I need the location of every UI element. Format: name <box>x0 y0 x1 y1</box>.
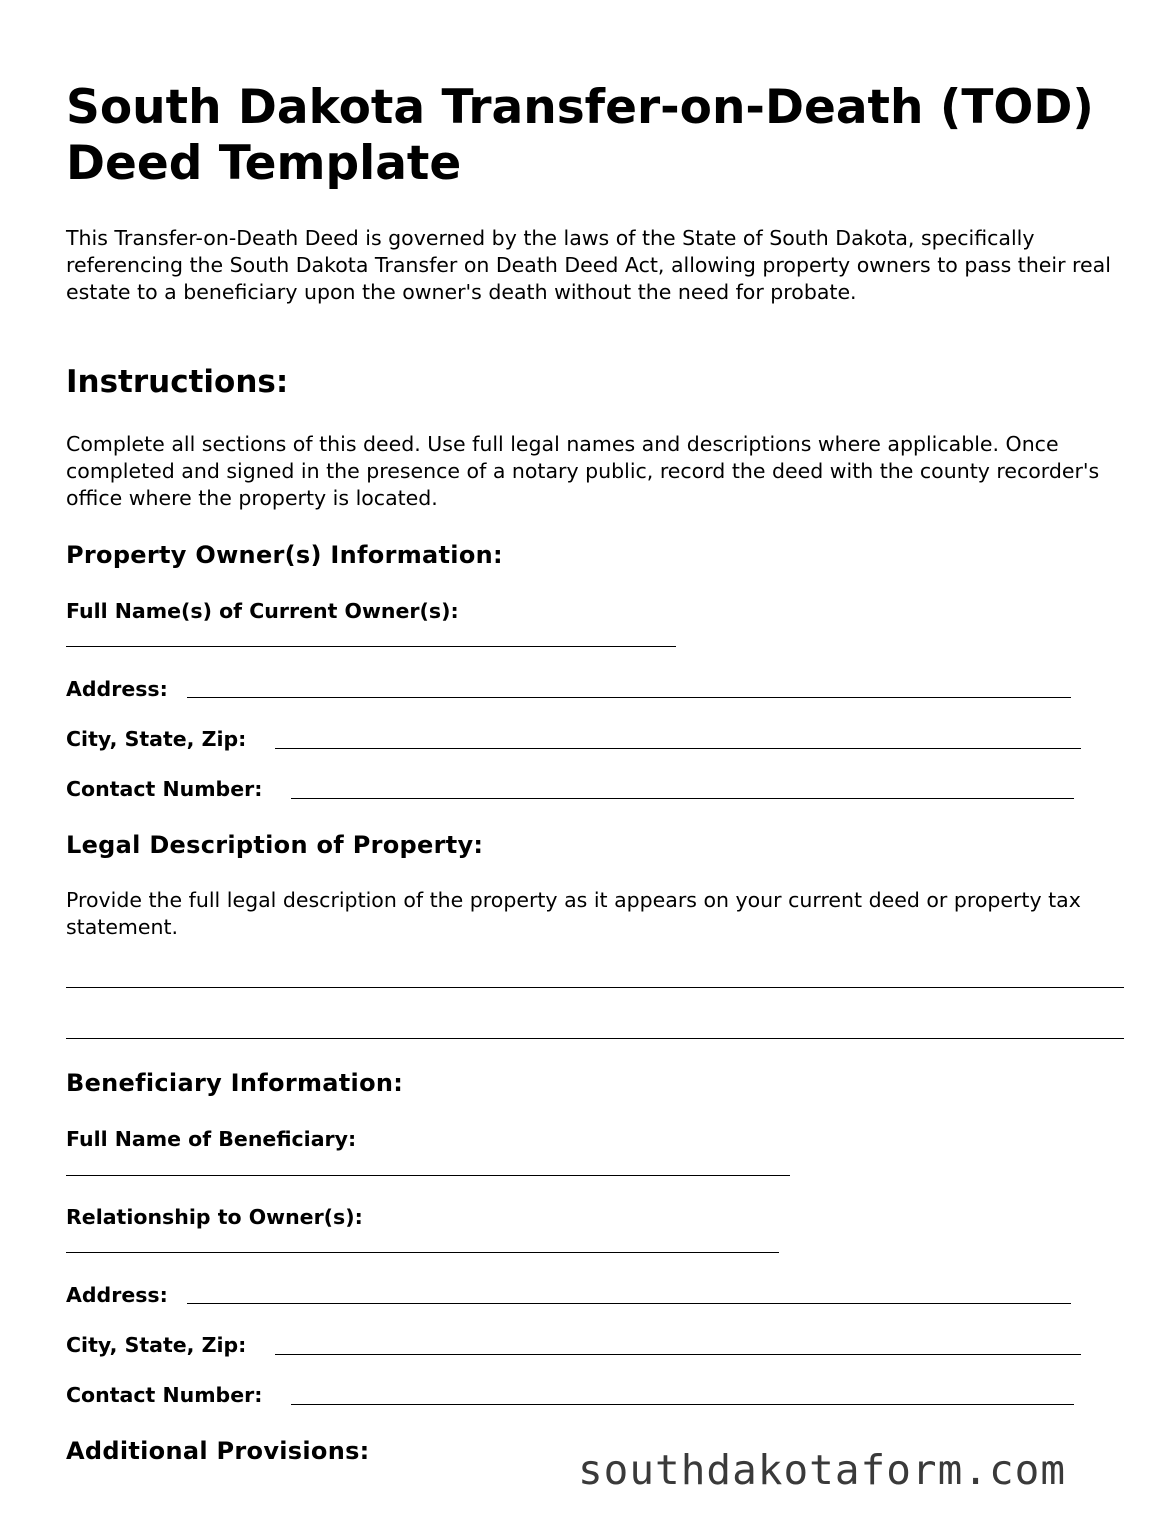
beneficiary-contact-field[interactable] <box>291 1404 1074 1405</box>
page-title: South Dakota Transfer-on-Death (TOD) Deed Template <box>66 80 1094 191</box>
legal-description-line-1[interactable] <box>66 987 1124 988</box>
beneficiary-address-label: Address: <box>66 1283 168 1307</box>
beneficiary-section-heading: Beneficiary Information: <box>66 1069 404 1097</box>
owner-full-name-label: Full Name(s) of Current Owner(s): <box>66 599 459 623</box>
owner-contact-label: Contact Number: <box>66 777 263 801</box>
site-watermark: southdakotaform.com <box>578 1446 1066 1494</box>
owner-section-heading: Property Owner(s) Information: <box>66 541 503 569</box>
legal-section-heading: Legal Description of Property: <box>66 831 484 859</box>
owner-city-field[interactable] <box>275 748 1081 749</box>
beneficiary-relationship-field[interactable] <box>66 1252 779 1253</box>
beneficiary-contact-label: Contact Number: <box>66 1383 263 1407</box>
owner-address-label: Address: <box>66 677 168 701</box>
beneficiary-city-field[interactable] <box>275 1354 1081 1355</box>
beneficiary-full-name-label: Full Name of Beneficiary: <box>66 1127 357 1151</box>
beneficiary-relationship-label: Relationship to Owner(s): <box>66 1205 363 1229</box>
beneficiary-full-name-field[interactable] <box>66 1175 790 1176</box>
legal-description-line-2[interactable] <box>66 1038 1124 1039</box>
intro-paragraph: This Transfer-on-Death Deed is governed by the laws of the State of South Dakota, specifically referencing the South Dakota Transfer on Death Deed Act, allowing property owners to pass their real estate to a beneficiary upon the owner's death without the need for probate. <box>66 226 1111 304</box>
instructions-text: Complete all sections of this deed. Use full legal names and descriptions where applicable. Once completed and signed in the presence of a notary public, record the deed with the county recorder's office where the property is located. <box>66 432 1100 510</box>
owner-address-field[interactable] <box>187 697 1071 698</box>
additional-provisions-heading: Additional Provisions: <box>66 1437 370 1465</box>
owner-full-name-field[interactable] <box>66 646 676 647</box>
legal-section-text: Provide the full legal description of the property as it appears on your current deed or property tax statement. <box>66 888 1081 939</box>
beneficiary-city-label: City, State, Zip: <box>66 1333 247 1357</box>
owner-city-label: City, State, Zip: <box>66 727 247 751</box>
instructions-heading: Instructions: <box>66 364 289 400</box>
owner-contact-field[interactable] <box>291 798 1074 799</box>
beneficiary-address-field[interactable] <box>187 1303 1071 1304</box>
